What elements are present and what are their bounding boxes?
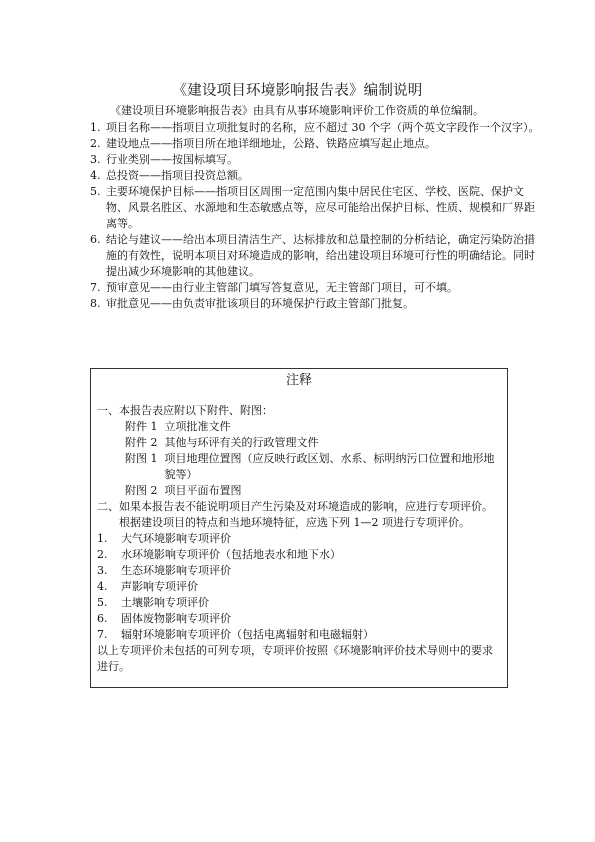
- item-number: 7.: [90, 281, 101, 294]
- item-number: 3.: [97, 564, 108, 577]
- attachment-label: 附件 2: [125, 436, 158, 449]
- attachment-row: [97, 483, 501, 499]
- attachment-text: 立项批准文件: [164, 420, 231, 433]
- list-item: [90, 152, 540, 168]
- attachment-row: [97, 435, 501, 451]
- item-number: 5.: [97, 596, 108, 609]
- item-number: 6.: [90, 233, 101, 246]
- item-text: 大气环境影响专项评价: [121, 532, 231, 545]
- item-text: 声影响专项评价: [121, 580, 198, 593]
- item-number: 3.: [90, 153, 101, 166]
- list-item: [97, 611, 501, 627]
- list-item: [90, 232, 540, 280]
- section-one-heading: 一、本报告表应附以下附件、附图：: [97, 404, 273, 417]
- item-number: 1.: [97, 532, 108, 545]
- notes-title: 注释: [285, 373, 312, 388]
- attachment-row: [97, 451, 501, 483]
- attachment-text: 项目地理位置图（应反映行政区划、水系、标明纳污口位置和地形地貌等）: [164, 452, 495, 481]
- list-item: [97, 579, 501, 595]
- list-item: [90, 136, 540, 152]
- item-number: 2.: [97, 548, 108, 561]
- item-number: 5.: [90, 185, 101, 198]
- item-number: 4.: [97, 580, 108, 593]
- notes-box: [90, 368, 508, 688]
- item-text: 审批意见——由负责审批该项目的环境保护行政主管部门批复。: [106, 297, 414, 310]
- item-text: 项目名称——指项目立项批复时的名称，应不超过 30 个字（两个英文字段作一个汉字）。: [106, 121, 540, 134]
- list-item: [97, 627, 501, 643]
- item-number: 8.: [90, 297, 101, 310]
- item-number: 1.: [90, 121, 101, 134]
- list-item: [90, 280, 540, 296]
- attachment-text: 项目平面布置图: [164, 484, 242, 497]
- item-text: 结论与建议——给出本项目清洁生产、达标排放和总量控制的分析结论，确定污染防治措施的有效性，说明本项目对环境造成的影响，给出建设项目环境可行性的明确结论。同时提出减少环境影响的其他建议。: [106, 233, 535, 278]
- instruction-list: [90, 120, 540, 312]
- notes-body: [91, 403, 507, 675]
- attachment-label: 附图 2: [125, 484, 158, 497]
- attachment-label: 附图 1: [125, 452, 158, 465]
- section-two: [97, 499, 501, 531]
- list-item: [90, 168, 540, 184]
- item-text: 行业类别——按国标填写。: [106, 153, 238, 166]
- list-item: [90, 120, 540, 136]
- item-text: 辐射环境影响专项评价（包括电离辐射和电磁辐射）: [121, 628, 374, 641]
- intro-paragraph: 《建设项目环境影响报告表》由具有从事环境影响评价工作资质的单位编制。: [110, 104, 484, 117]
- list-item: [97, 595, 501, 611]
- item-text: 固体废物影响专项评价: [121, 612, 231, 625]
- closing-note: 以上专项评价未包括的可列专项，专项评价按照《环境影响评价技术导则中的要求进行。: [97, 644, 493, 673]
- list-item: [97, 563, 501, 579]
- evaluation-list: [97, 531, 501, 643]
- item-text: 水环境影响专项评价（包括地表水和地下水）: [121, 548, 341, 561]
- item-number: 4.: [90, 169, 101, 182]
- item-number: 2.: [90, 137, 101, 150]
- attachment-row: [97, 419, 501, 435]
- list-item: [90, 296, 540, 312]
- item-number: 7.: [97, 628, 108, 641]
- list-item: [90, 184, 540, 232]
- list-item: [97, 547, 501, 563]
- attachment-label: 附件 1: [125, 420, 158, 433]
- item-text: 预审意见——由行业主管部门填写答复意见，无主管部门项目，可不填。: [106, 281, 458, 294]
- section-two-label: 二、: [97, 500, 119, 513]
- page-title: 《建设项目环境影响报告表》编制说明: [172, 83, 423, 99]
- section-two-text: 如果本报告表不能说明项目产生污染及对环境造成的影响，应进行专项评价。根据建设项目的特点和当地环境特征，应选下列 1—2 项进行专项评价。: [119, 500, 493, 529]
- item-text: 总投资——指项目投资总额。: [106, 169, 249, 182]
- item-text: 建设地点——指项目所在地详细地址，公路、铁路应填写起止地点。: [106, 137, 436, 150]
- list-item: [97, 531, 501, 547]
- item-text: 主要环境保护目标——指项目区周围一定范围内集中居民住宅区、学校、医院、保护文物、风景名胜区、水源地和生态敏感点等，应尽可能给出保护目标、性质、规模和厂界距离等。: [106, 185, 535, 230]
- attachment-text: 其他与环评有关的行政管理文件: [164, 436, 319, 449]
- item-text: 生态环境影响专项评价: [121, 564, 231, 577]
- item-text: 土壤影响专项评价: [121, 596, 209, 609]
- item-number: 6.: [97, 612, 108, 625]
